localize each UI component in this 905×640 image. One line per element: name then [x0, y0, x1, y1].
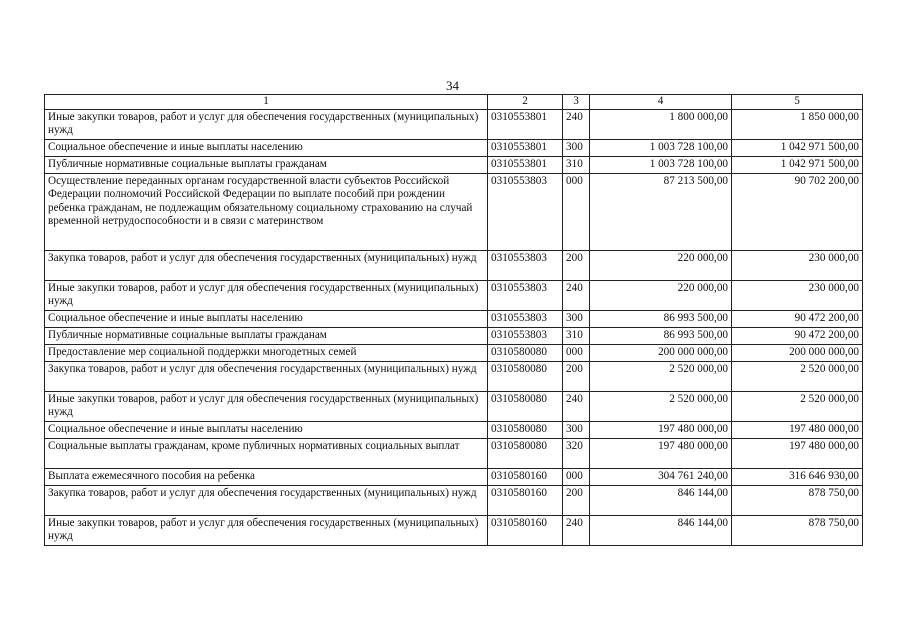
- table-row: [45, 251, 863, 281]
- row-name-cell: Закупка товаров, работ и услуг для обеспечения государственных (муниципальных) нужд: [45, 251, 488, 281]
- row-sum-1-cell: 220 000,00: [590, 281, 732, 311]
- table-row: [45, 345, 863, 362]
- row-sum-1-cell: 1 003 728 100,00: [590, 140, 732, 157]
- row-sum-2-cell: 1 042 971 500,00: [732, 157, 863, 174]
- row-name-cell: Выплата ежемесячного пособия на ребенка: [45, 469, 488, 486]
- row-name-cell: Иные закупки товаров, работ и услуг для обеспечения государственных (муниципальных) нужд: [45, 110, 488, 140]
- row-kind-cell: 240: [563, 110, 590, 140]
- row-sum-2-cell: 230 000,00: [732, 251, 863, 281]
- row-name-cell: Публичные нормативные социальные выплаты гражданам: [45, 328, 488, 345]
- row-code-cell: 0310580080: [488, 345, 563, 362]
- row-name-cell: Закупка товаров, работ и услуг для обеспечения государственных (муниципальных) нужд: [45, 362, 488, 392]
- row-name-cell: Социальное обеспечение и иные выплаты населению: [45, 422, 488, 439]
- row-kind-cell: 300: [563, 140, 590, 157]
- row-name-cell: Социальное обеспечение и иные выплаты населению: [45, 140, 488, 157]
- row-sum-1-cell: 197 480 000,00: [590, 422, 732, 439]
- row-sum-2-cell: 200 000 000,00: [732, 345, 863, 362]
- row-code-cell: 0310580080: [488, 362, 563, 392]
- row-sum-2-cell: 2 520 000,00: [732, 392, 863, 422]
- column-header-code: 2: [488, 95, 563, 110]
- row-sum-2-cell: 90 472 200,00: [732, 311, 863, 328]
- row-kind-cell: 310: [563, 328, 590, 345]
- row-sum-1-cell: 1 800 000,00: [590, 110, 732, 140]
- row-sum-2-cell: 230 000,00: [732, 281, 863, 311]
- row-sum-1-cell: 304 761 240,00: [590, 469, 732, 486]
- column-header-name: 1: [45, 95, 488, 110]
- table-row: [45, 362, 863, 392]
- row-name-cell: Иные закупки товаров, работ и услуг для обеспечения государственных (муниципальных) нужд: [45, 392, 488, 422]
- row-sum-1-cell: 197 480 000,00: [590, 439, 732, 469]
- row-name-cell: Публичные нормативные социальные выплаты гражданам: [45, 157, 488, 174]
- table-body: [45, 110, 863, 546]
- row-sum-1-cell: 1 003 728 100,00: [590, 157, 732, 174]
- table-row: [45, 469, 863, 486]
- budget-table: [44, 94, 863, 546]
- row-code-cell: 0310553803: [488, 174, 563, 251]
- row-kind-cell: 300: [563, 311, 590, 328]
- row-sum-2-cell: 197 480 000,00: [732, 439, 863, 469]
- row-name-cell: Социальное обеспечение и иные выплаты населению: [45, 311, 488, 328]
- column-header-sum-2: 5: [732, 95, 863, 110]
- row-kind-cell: 200: [563, 486, 590, 516]
- row-sum-1-cell: 86 993 500,00: [590, 311, 732, 328]
- row-sum-2-cell: 878 750,00: [732, 486, 863, 516]
- table-row: [45, 439, 863, 469]
- row-code-cell: 0310553803: [488, 281, 563, 311]
- table-row: [45, 174, 863, 251]
- row-kind-cell: 300: [563, 422, 590, 439]
- row-name-cell: Иные закупки товаров, работ и услуг для обеспечения государственных (муниципальных) нужд: [45, 516, 488, 546]
- row-code-cell: 0310580160: [488, 486, 563, 516]
- row-sum-1-cell: 220 000,00: [590, 251, 732, 281]
- row-kind-cell: 000: [563, 174, 590, 251]
- row-kind-cell: 240: [563, 516, 590, 546]
- table-row: [45, 157, 863, 174]
- row-kind-cell: 320: [563, 439, 590, 469]
- row-sum-2-cell: 2 520 000,00: [732, 362, 863, 392]
- table-row: [45, 311, 863, 328]
- row-sum-2-cell: 316 646 930,00: [732, 469, 863, 486]
- table-row: [45, 140, 863, 157]
- row-kind-cell: 000: [563, 469, 590, 486]
- row-sum-2-cell: 90 472 200,00: [732, 328, 863, 345]
- row-sum-2-cell: 1 850 000,00: [732, 110, 863, 140]
- row-code-cell: 0310580080: [488, 422, 563, 439]
- row-code-cell: 0310580160: [488, 516, 563, 546]
- column-header-kind: 3: [563, 95, 590, 110]
- table-row: [45, 392, 863, 422]
- table-row: [45, 281, 863, 311]
- row-code-cell: 0310553803: [488, 251, 563, 281]
- table-row: [45, 328, 863, 345]
- row-name-cell: Закупка товаров, работ и услуг для обеспечения государственных (муниципальных) нужд: [45, 486, 488, 516]
- row-code-cell: 0310553801: [488, 110, 563, 140]
- row-name-cell: Предоставление мер социальной поддержки многодетных семей: [45, 345, 488, 362]
- table-header: [45, 95, 863, 110]
- row-sum-1-cell: 846 144,00: [590, 516, 732, 546]
- row-code-cell: 0310580080: [488, 392, 563, 422]
- page-number: 34: [446, 78, 459, 93]
- row-kind-cell: 240: [563, 392, 590, 422]
- row-sum-2-cell: 90 702 200,00: [732, 174, 863, 251]
- column-header-sum-1: 4: [590, 95, 732, 110]
- row-code-cell: 0310553801: [488, 157, 563, 174]
- row-sum-2-cell: 878 750,00: [732, 516, 863, 546]
- row-code-cell: 0310553801: [488, 140, 563, 157]
- row-kind-cell: 200: [563, 251, 590, 281]
- row-sum-1-cell: 86 993 500,00: [590, 328, 732, 345]
- row-kind-cell: 000: [563, 345, 590, 362]
- row-sum-2-cell: 197 480 000,00: [732, 422, 863, 439]
- table-row: [45, 422, 863, 439]
- row-kind-cell: 200: [563, 362, 590, 392]
- table-row: [45, 486, 863, 516]
- row-name-cell: Осуществление переданных органам государственной власти субъектов Российской Федерации полномочий Российской Федерации по выплате пособий при рождении ребенка гражданам, не подлежащим обязательному социальному страхованию на случай временной нетрудоспособности и в связи с материнством: [45, 174, 488, 251]
- row-name-cell: Социальные выплаты гражданам, кроме публичных нормативных социальных выплат: [45, 439, 488, 469]
- table-row: [45, 516, 863, 546]
- row-sum-1-cell: 2 520 000,00: [590, 362, 732, 392]
- row-sum-1-cell: 2 520 000,00: [590, 392, 732, 422]
- table-row: [45, 110, 863, 140]
- row-code-cell: 0310580080: [488, 439, 563, 469]
- row-sum-1-cell: 200 000 000,00: [590, 345, 732, 362]
- row-kind-cell: 240: [563, 281, 590, 311]
- row-sum-2-cell: 1 042 971 500,00: [732, 140, 863, 157]
- row-code-cell: 0310580160: [488, 469, 563, 486]
- row-code-cell: 0310553803: [488, 328, 563, 345]
- row-sum-1-cell: 846 144,00: [590, 486, 732, 516]
- row-kind-cell: 310: [563, 157, 590, 174]
- row-sum-1-cell: 87 213 500,00: [590, 174, 732, 251]
- row-name-cell: Иные закупки товаров, работ и услуг для обеспечения государственных (муниципальных) нужд: [45, 281, 488, 311]
- row-code-cell: 0310553803: [488, 311, 563, 328]
- header-row: [45, 95, 863, 110]
